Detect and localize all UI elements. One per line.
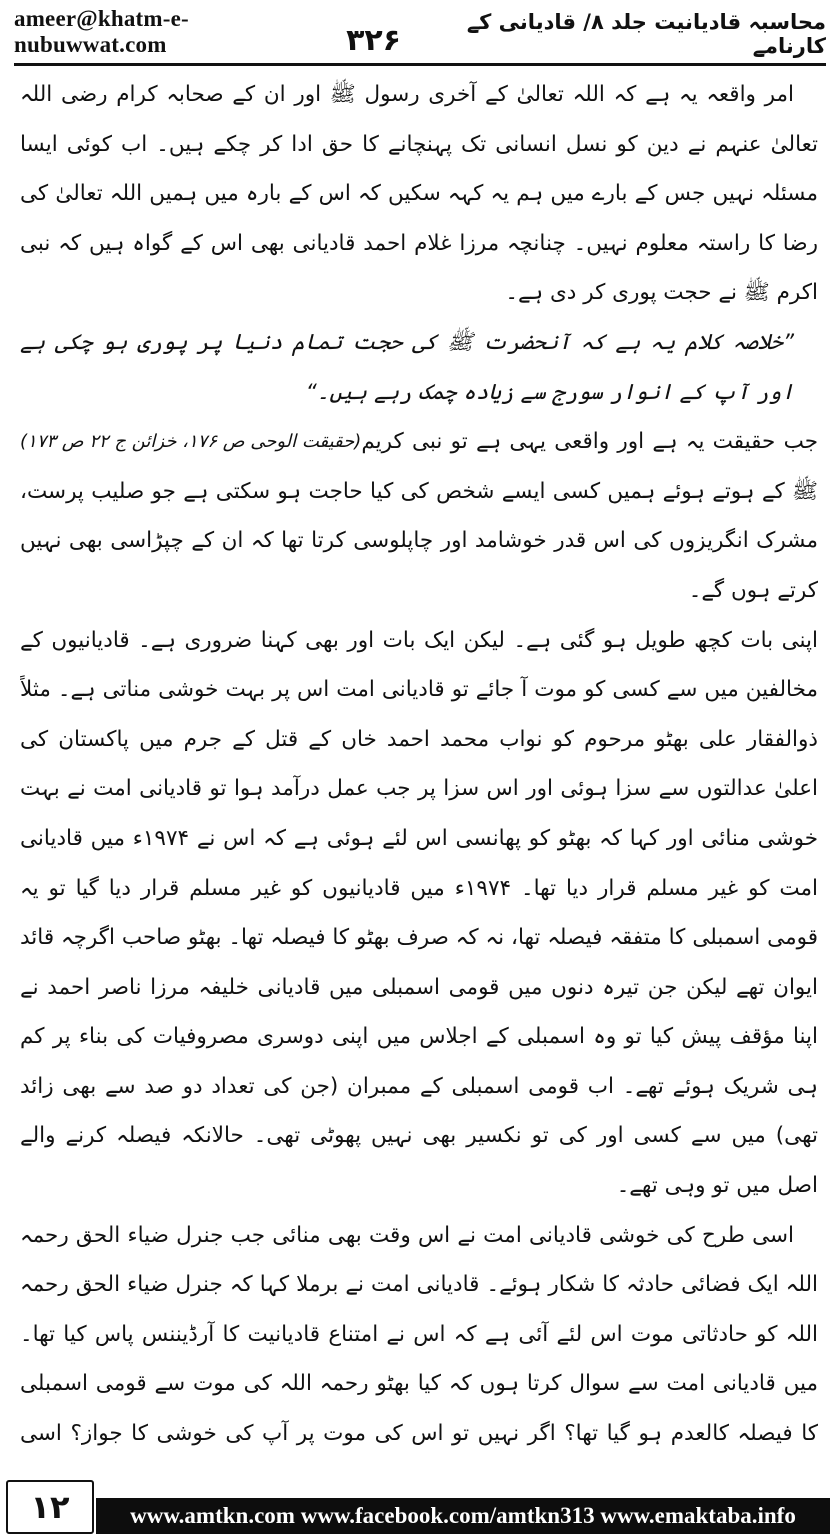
body-text [20,70,818,1455]
footer-urls: www.amtkn.com www.facebook.com/amtkn313 www.emaktaba.info [96,1498,830,1534]
footer-page-number: ۱۲ [6,1480,94,1534]
quotation [20,318,818,453]
quotation-reference: (حقیقت الوحی ص ۱۷۶، خزائن ج ۲۲ ص ۱۷۳) [20,431,362,453]
page-footer [0,1474,840,1540]
quotation-text: ”خلاصہ کلام یہ ہے کہ آنحضرت ﷺ کی حجت تمام دنیا پر پوری ہو چکی ہے اور آپ کے انوار سورج سے زیادہ چمک رہے ہیں۔“ [20,329,794,405]
paragraph-4: اسی طرح کی خوشی قادیانی امت نے اس وقت بھی منائی جب جنرل ضیاء الحق رحمہ اللہ ایک فضائی حادثہ کا شکار ہوئے۔ قادیانی امت نے برملا کہا کہ جنرل ضیاء الحق رحمہ اللہ کو حادثاتی موت اس لئے آئی ہے کہ اس نے امتناع قادیانیت کا آرڈیننس پاس کیا تھا۔ میں قادیانی امت سے سوال کرتا ہوں کہ کیا بھٹو رحمہ اللہ کی موت سے قومی اسمبلی کا فیصلہ کالعدم ہو گیا تھا؟ اگر نہیں تو اس کی موت پر آپ کی خوشی کا جواز؟ اسی [20,1222,818,1447]
paragraph-2: جب حقیقت یہ ہے اور واقعی یہی ہے تو نبی کریم ﷺ کے ہوتے ہوئے ہمیں کسی ایسے شخص کی کیا حاجت ہو سکتی ہے جو صلیب پرست، مشرک انگریزوں کی اس قدر خوشامد اور چاپلوسی کرتا تھا کہ ان کے چپڑاسی بھی نہیں کرتے ہوں گے۔ [20,429,818,603]
header-email: ameer@khatm-e-nubuwwat.com [14,6,189,57]
header-rule [14,63,826,66]
header-page-number: ۳۲۶ [346,23,401,58]
book-title: محاسبہ قادیانیت جلد ۸/ قادیانی کے کارنامے [466,10,826,58]
header-left [14,6,401,58]
page-header [14,8,826,58]
paragraph-1: امر واقعہ یہ ہے کہ اللہ تعالیٰ کے آخری رسول ﷺ اور ان کے صحابہ کرام رضی اللہ تعالیٰ عنہم نے دین کو نسل انسانی تک پہنچانے کا حق ادا کر چکے ہیں۔ اب کوئی ایسا مسئلہ نہیں جس کے بارے میں ہم یہ کہہ سکیں کہ اس کے بارہ میں ہمیں اللہ تعالیٰ کی رضا کا راستہ معلوم نہیں۔ چنانچہ مرزا غلام احمد قادیانی بھی اس کے گواہ ہیں کہ نبی اکرم ﷺ نے حجت پوری کر دی ہے۔ [20,82,818,306]
paragraph-3: اپنی بات کچھ طویل ہو گئی ہے۔ لیکن ایک بات اور بھی کہنا ضروری ہے۔ قادیانیوں کے مخالفین میں سے کسی کو موت آ جائے تو قادیانی امت اس پر بہت خوشی مناتی ہے۔ مثلاً ذوالفقار علی بھٹو مرحوم کو نواب محمد احمد خاں کے قتل کے جرم میں پاکستان کی اعلیٰ عدالتوں سے سزا ہوئی اور اس سزا پر جب عمل درآمد ہوا تو قادیانی امت نے بہت خوشی منائی اور کہا کہ بھٹو کو پھانسی اس لئے ہوئی ہے کہ اس نے ۱۹۷۴ء میں قادیانی امت کو غیر مسلم قرار دیا تھا۔ ۱۹۷۴ء میں قادیانیوں کو غیر مسلم قرار دیا گیا تو یہ قومی اسمبلی کا متفقہ فیصلہ تھا، نہ کہ صرف بھٹو کا فیصلہ تھا۔ بھٹو صاحب اگرچہ قائد ایوان تھے لیکن جن تیرہ دنوں میں قومی اسمبلی میں قادیانی خلیفہ مرزا ناصر احمد نے اپنا مؤقف پیش کیا تو وہ اسمبلی کے اجلاس میں اپنی دوسری مصروفیات کی بناء پر کم ہی شریک ہوئے تھے۔ اب قومی اسمبلی کے ممبران (جن کی تعداد دو صد سے بھی زائد تھی) میں سے کسی اور کی تو نکسیر بھی نہیں پھوٹی تھی۔ حالانکہ فیصلہ کرنے والے اصل میں تو وہی تھے۔ [20,627,818,1199]
